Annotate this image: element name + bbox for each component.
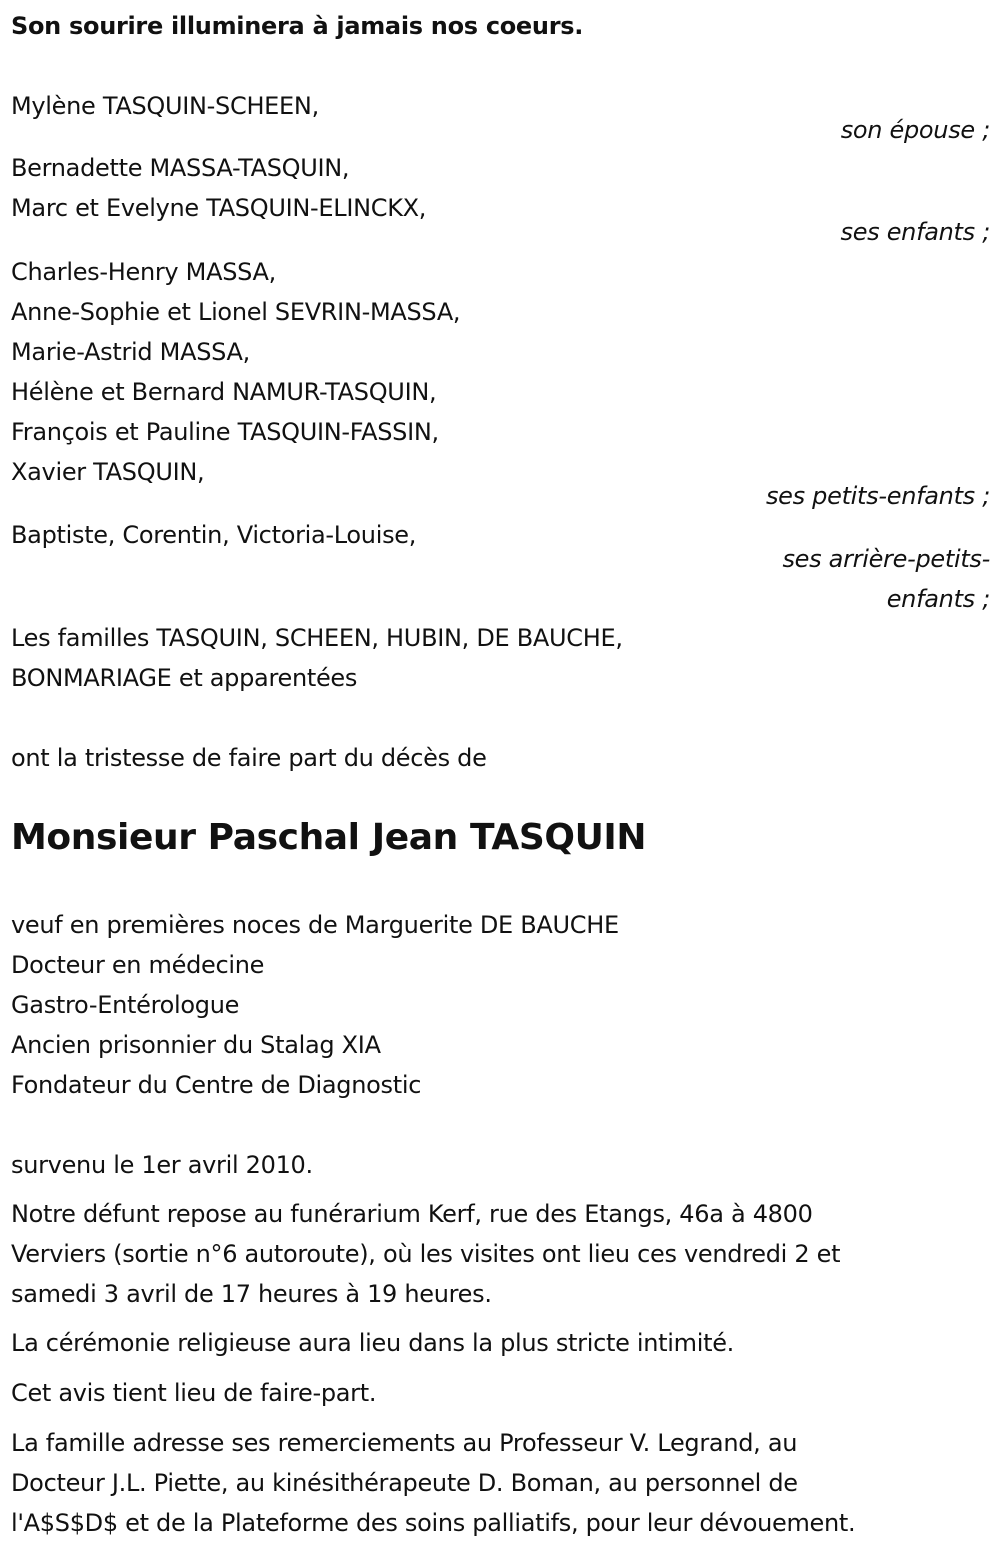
thanks-line: Docteur J.L. Piette, au kinésithérapeute D. Boman, au personnel de: [11, 1469, 798, 1497]
title-line: Fondateur du Centre de Diagnostic: [11, 1071, 422, 1099]
ceremony: La cérémonie religieuse aura lieu dans la plus stricte intimité.: [11, 1329, 734, 1357]
spouse-relation: son épouse ;: [840, 116, 990, 144]
viewing-line: samedi 3 avril de 17 heures à 19 heures.: [11, 1280, 492, 1308]
viewing-line: Verviers (sortie n°6 autoroute), où les visites ont lieu ces vendredi 2 et: [11, 1240, 841, 1268]
child-name: Bernadette MASSA-TASQUIN,: [11, 154, 350, 182]
thanks-line: La famille adresse ses remerciements au Professeur V. Legrand, au: [11, 1429, 798, 1457]
families-line: Les familles TASQUIN, SCHEEN, HUBIN, DE BAUCHE,: [11, 624, 623, 652]
announcement: ont la tristesse de faire part du décès de: [11, 744, 487, 772]
child-name: Marc et Evelyne TASQUIN-ELINCKX,: [11, 194, 427, 222]
title-line: veuf en premières noces de Marguerite DE BAUCHE: [11, 911, 619, 939]
title-line: Ancien prisonnier du Stalag XIA: [11, 1031, 381, 1059]
grandchild-name: Charles-Henry MASSA,: [11, 258, 276, 286]
great-grandchildren-relation-line-2: enfants ;: [886, 585, 990, 613]
great-grandchildren-relation-line-1: ses arrière-petits-: [782, 545, 990, 573]
notice: Cet avis tient lieu de faire-part.: [11, 1379, 377, 1407]
grandchild-name: François et Pauline TASQUIN-FASSIN,: [11, 418, 439, 446]
grandchild-name: Marie-Astrid MASSA,: [11, 338, 250, 366]
grandchild-name: Anne-Sophie et Lionel SEVRIN-MASSA,: [11, 298, 461, 326]
spouse-name: Mylène TASQUIN-SCHEEN,: [11, 92, 319, 120]
motto: Son sourire illuminera à jamais nos coeurs.: [11, 12, 584, 40]
families-line: BONMARIAGE et apparentées: [11, 664, 358, 692]
grandchild-name: Hélène et Bernard NAMUR-TASQUIN,: [11, 378, 437, 406]
date-of-death: survenu le 1er avril 2010.: [11, 1151, 313, 1179]
great-grandchildren-names: Baptiste, Corentin, Victoria-Louise,: [11, 521, 417, 549]
grandchild-name: Xavier TASQUIN,: [11, 458, 205, 486]
title-line: Gastro-Entérologue: [11, 991, 240, 1019]
title-line: Docteur en médecine: [11, 951, 265, 979]
deceased-name: Monsieur Paschal Jean TASQUIN: [11, 817, 647, 858]
thanks-line: l'A$S$D$ et de la Plateforme des soins palliatifs, pour leur dévouement.: [11, 1509, 856, 1537]
viewing-line: Notre défunt repose au funérarium Kerf, rue des Etangs, 46a à 4800: [11, 1200, 813, 1228]
children-relation: ses enfants ;: [840, 218, 990, 246]
grandchildren-relation: ses petits-enfants ;: [765, 482, 990, 510]
